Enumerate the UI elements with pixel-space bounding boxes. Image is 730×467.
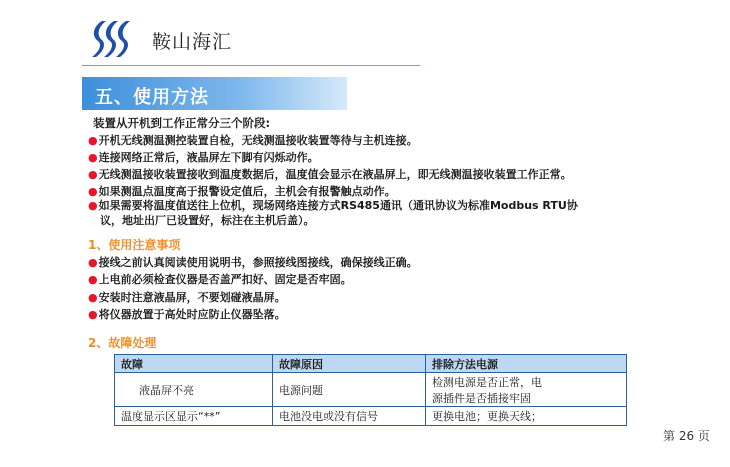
fault-cell: 温度显示区显示“**” [115, 407, 273, 426]
bullet-continuation: 议，地址出厂已设置好，标注在主机后盖）。 [100, 214, 315, 227]
fault-cell: 液晶屏不亮 [115, 373, 273, 407]
column-header: 排除方法电源 [426, 355, 627, 373]
table-row [115, 373, 627, 407]
bullet-dot-icon: ● [88, 151, 98, 164]
column-header: 故障 [115, 355, 273, 373]
note-item: ●安装时注意液晶屏，不要划碰液晶屏。 [88, 291, 286, 304]
fix-cell [426, 373, 627, 407]
company-logo [88, 19, 134, 59]
note-item: ●上电前必须检查仪器是否盖严扣好、固定是否牢固。 [88, 273, 352, 286]
cause-cell: 电源问题 [273, 373, 426, 407]
intro-text: 装置从开机到工作正常分三个阶段: [93, 116, 271, 130]
note-item: ●将仪器放置于高处时应防止仪器坠落。 [88, 308, 286, 321]
bullet-item: ●无线测温接收装置接收到温度数据后，温度值会显示在液晶屏上，即无线测温接收装置工作正常。 [88, 168, 572, 181]
bullet-dot-icon: ● [88, 134, 98, 147]
table-header-row [115, 355, 627, 373]
bullet-item: ●如果需要将温度值送往上位机，现场网络连接方式RS485通讯（通讯协议为标准Modbus RTU协 [88, 199, 578, 212]
note-item: ●接线之前认真阅读使用说明书，参照接线图接线，确保接线正确。 [88, 256, 418, 269]
bullet-item: ●连接网络正常后，液晶屏左下脚有闪烁动作。 [88, 151, 319, 164]
table-row [115, 407, 627, 426]
page-number: 第 26 页 [663, 429, 710, 443]
bullet-dot-icon: ● [88, 273, 98, 286]
column-header: 故障原因 [273, 355, 426, 373]
bullet-dot-icon: ● [88, 185, 98, 198]
fix-line: 源插件是否插接牢固 [432, 391, 531, 405]
bullet-item: ●开机无线测温测控装置自检，无线测温接收装置等待与主机连接。 [88, 134, 418, 147]
header-divider [82, 65, 420, 66]
fix-line: 检测电源是否正常，电 [432, 375, 542, 389]
notes-heading: 1、使用注意事项 [88, 238, 181, 252]
bullet-dot-icon: ● [88, 291, 98, 304]
bullet-dot-icon: ● [88, 199, 98, 212]
cause-cell: 电池没电或没有信号 [273, 407, 426, 426]
fault-table [114, 354, 627, 426]
bullet-dot-icon: ● [88, 168, 98, 181]
bullet-dot-icon: ● [88, 308, 98, 321]
bullet-dot-icon: ● [88, 256, 98, 269]
fix-cell: 更换电池；更换天线； [426, 407, 627, 426]
bullet-item: ●如果测温点温度高于报警设定值后，主机会有报警触点动作。 [88, 185, 396, 198]
faults-heading: 2、故障处理 [88, 336, 157, 350]
company-name: 鞍山海汇 [152, 31, 233, 53]
section-title: 五、使用方法 [95, 87, 209, 108]
